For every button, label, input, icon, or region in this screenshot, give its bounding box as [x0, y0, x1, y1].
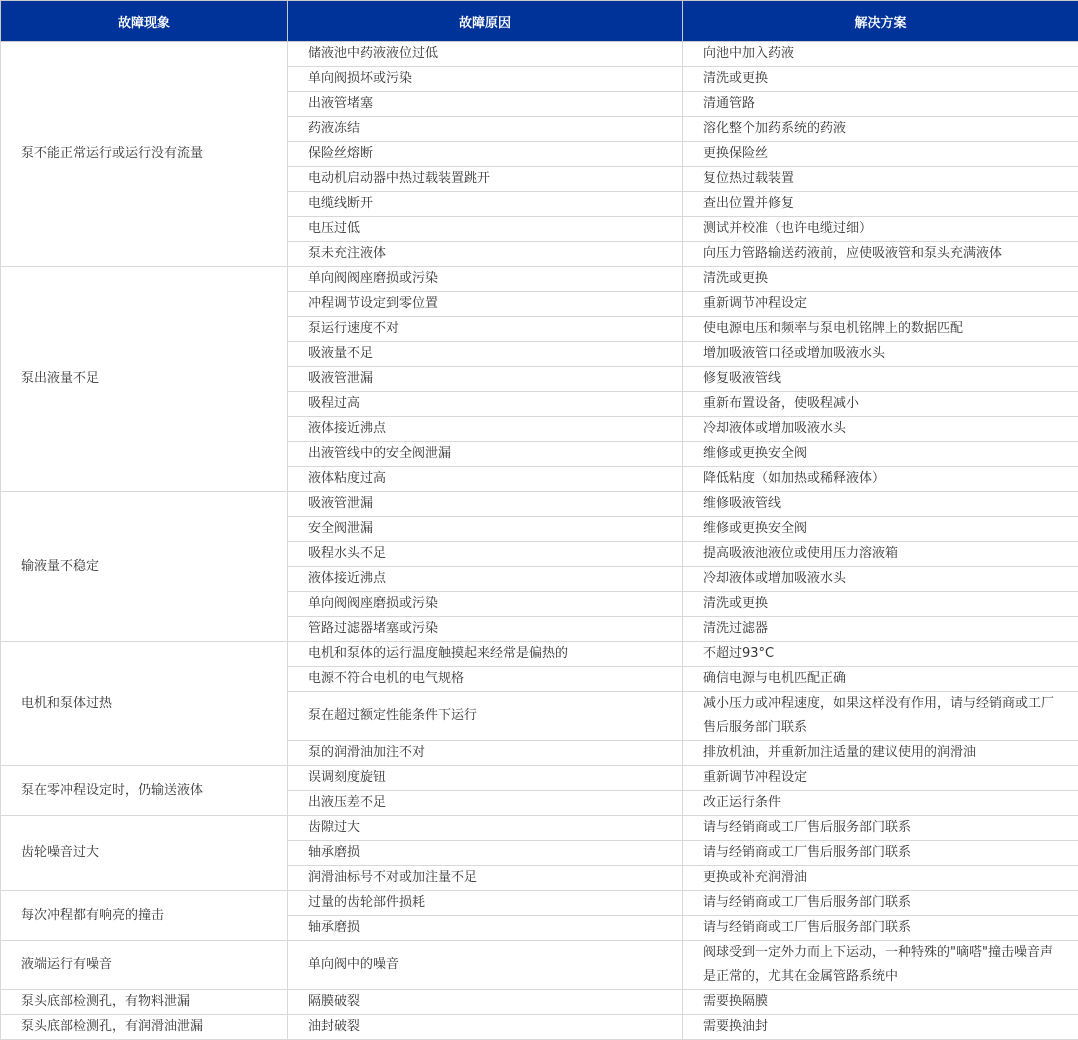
solution-cell: 请与经销商或工厂售后服务部门联系	[683, 916, 1078, 941]
cause-cell: 泵的润滑油加注不对	[288, 741, 683, 766]
cause-cell: 润滑油标号不对或加注量不足	[288, 866, 683, 891]
solution-cell: 降低粘度（如加热或稀释液体）	[683, 467, 1078, 492]
solution-cell: 冷却液体或增加吸液水头	[683, 567, 1078, 592]
header-symptom: 故障现象	[1, 1, 288, 42]
solution-cell: 改正运行条件	[683, 791, 1078, 816]
cause-cell: 储液池中药液液位过低	[288, 42, 683, 67]
solution-cell: 维修或更换安全阀	[683, 517, 1078, 542]
solution-cell: 修复吸液管线	[683, 367, 1078, 392]
cause-cell: 轴承磨损	[288, 841, 683, 866]
solution-cell: 更换保险丝	[683, 142, 1078, 167]
cause-cell: 保险丝熔断	[288, 142, 683, 167]
header-solution: 解决方案	[683, 1, 1078, 42]
cause-cell: 液体接近沸点	[288, 417, 683, 442]
cause-cell: 过量的齿轮部件损耗	[288, 891, 683, 916]
cause-cell: 单向阀阀座磨损或污染	[288, 267, 683, 292]
solution-cell: 复位热过载装置	[683, 167, 1078, 192]
solution-cell: 重新布置设备，使吸程减小	[683, 392, 1078, 417]
cause-cell: 隔膜破裂	[288, 990, 683, 1015]
cause-cell: 电动机启动器中热过载装置跳开	[288, 167, 683, 192]
solution-cell: 清通管路	[683, 92, 1078, 117]
solution-cell: 清洗或更换	[683, 592, 1078, 617]
cause-cell: 管路过滤器堵塞或污染	[288, 617, 683, 642]
symptom-cell: 泵出液量不足	[1, 267, 288, 492]
symptom-cell: 泵在零冲程设定时，仍输送液体	[1, 766, 288, 816]
cause-cell: 液体粘度过高	[288, 467, 683, 492]
table-row	[1, 891, 1078, 916]
symptom-cell: 电机和泵体过热	[1, 642, 288, 766]
solution-cell: 向压力管路输送药液前，应使吸液管和泵头充满液体	[683, 242, 1078, 267]
symptom-cell: 泵头底部检测孔，有润滑油泄漏	[1, 1015, 288, 1040]
table-row	[1, 492, 1078, 517]
solution-cell: 不超过93°C	[683, 642, 1078, 667]
solution-cell: 请与经销商或工厂售后服务部门联系	[683, 816, 1078, 841]
solution-cell: 更换或补充润滑油	[683, 866, 1078, 891]
cause-cell: 电机和泵体的运行温度触摸起来经常是偏热的	[288, 642, 683, 667]
solution-cell: 重新调节冲程设定	[683, 766, 1078, 791]
table-body	[1, 42, 1078, 1040]
cause-cell: 单向阀中的噪音	[288, 941, 683, 990]
solution-cell: 维修吸液管线	[683, 492, 1078, 517]
cause-cell: 轴承磨损	[288, 916, 683, 941]
solution-cell: 冷却液体或增加吸液水头	[683, 417, 1078, 442]
solution-cell: 阀球受到一定外力而上下运动，一种特殊的"嘀嗒"撞击噪音声是正常的，尤其在金属管路系统中	[683, 941, 1078, 990]
cause-cell: 吸液量不足	[288, 342, 683, 367]
solution-cell: 增加吸液管口径或增加吸液水头	[683, 342, 1078, 367]
solution-cell: 排放机油，并重新加注适量的建议使用的润滑油	[683, 741, 1078, 766]
cause-cell: 单向阀阀座磨损或污染	[288, 592, 683, 617]
solution-cell: 减小压力或冲程速度，如果这样没有作用，请与经销商或工厂售后服务部门联系	[683, 692, 1078, 741]
table-row	[1, 267, 1078, 292]
cause-cell: 吸程过高	[288, 392, 683, 417]
solution-cell: 请与经销商或工厂售后服务部门联系	[683, 891, 1078, 916]
solution-cell: 需要换油封	[683, 1015, 1078, 1040]
table-row	[1, 42, 1078, 67]
symptom-cell: 输液量不稳定	[1, 492, 288, 642]
solution-cell: 需要换隔膜	[683, 990, 1078, 1015]
cause-cell: 药液冻结	[288, 117, 683, 142]
cause-cell: 冲程调节设定到零位置	[288, 292, 683, 317]
solution-cell: 查出位置并修复	[683, 192, 1078, 217]
header-row	[1, 1, 1078, 42]
solution-cell: 提高吸液池液位或使用压力溶液箱	[683, 542, 1078, 567]
table-row	[1, 642, 1078, 667]
solution-cell: 请与经销商或工厂售后服务部门联系	[683, 841, 1078, 866]
solution-cell: 向池中加入药液	[683, 42, 1078, 67]
solution-cell: 维修或更换安全阀	[683, 442, 1078, 467]
cause-cell: 液体接近沸点	[288, 567, 683, 592]
solution-cell: 重新调节冲程设定	[683, 292, 1078, 317]
header-cause: 故障原因	[288, 1, 683, 42]
cause-cell: 安全阀泄漏	[288, 517, 683, 542]
cause-cell: 泵在超过额定性能条件下运行	[288, 692, 683, 741]
table-row	[1, 990, 1078, 1015]
cause-cell: 泵运行速度不对	[288, 317, 683, 342]
cause-cell: 吸液管泄漏	[288, 492, 683, 517]
cause-cell: 齿隙过大	[288, 816, 683, 841]
cause-cell: 吸液管泄漏	[288, 367, 683, 392]
table-row	[1, 766, 1078, 791]
solution-cell: 使电源电压和频率与泵电机铭牌上的数据匹配	[683, 317, 1078, 342]
solution-cell: 测试并校准（也许电缆过细）	[683, 217, 1078, 242]
cause-cell: 吸程水头不足	[288, 542, 683, 567]
symptom-cell: 泵不能正常运行或运行没有流量	[1, 42, 288, 267]
solution-cell: 确信电源与电机匹配正确	[683, 667, 1078, 692]
solution-cell: 清洗或更换	[683, 267, 1078, 292]
table-row	[1, 816, 1078, 841]
cause-cell: 单向阀损坏或污染	[288, 67, 683, 92]
cause-cell: 油封破裂	[288, 1015, 683, 1040]
solution-cell: 溶化整个加药系统的药液	[683, 117, 1078, 142]
cause-cell: 出液管线中的安全阀泄漏	[288, 442, 683, 467]
cause-cell: 电压过低	[288, 217, 683, 242]
table-row	[1, 1015, 1078, 1040]
table-row	[1, 941, 1078, 990]
symptom-cell: 泵头底部检测孔，有物料泄漏	[1, 990, 288, 1015]
symptom-cell: 每次冲程都有响亮的撞击	[1, 891, 288, 941]
symptom-cell: 齿轮噪音过大	[1, 816, 288, 891]
cause-cell: 泵未充注液体	[288, 242, 683, 267]
cause-cell: 电源不符合电机的电气规格	[288, 667, 683, 692]
solution-cell: 清洗过滤器	[683, 617, 1078, 642]
symptom-cell: 液端运行有噪音	[1, 941, 288, 990]
cause-cell: 电缆线断开	[288, 192, 683, 217]
solution-cell: 清洗或更换	[683, 67, 1078, 92]
cause-cell: 出液管堵塞	[288, 92, 683, 117]
cause-cell: 误调刻度旋钮	[288, 766, 683, 791]
cause-cell: 出液压差不足	[288, 791, 683, 816]
